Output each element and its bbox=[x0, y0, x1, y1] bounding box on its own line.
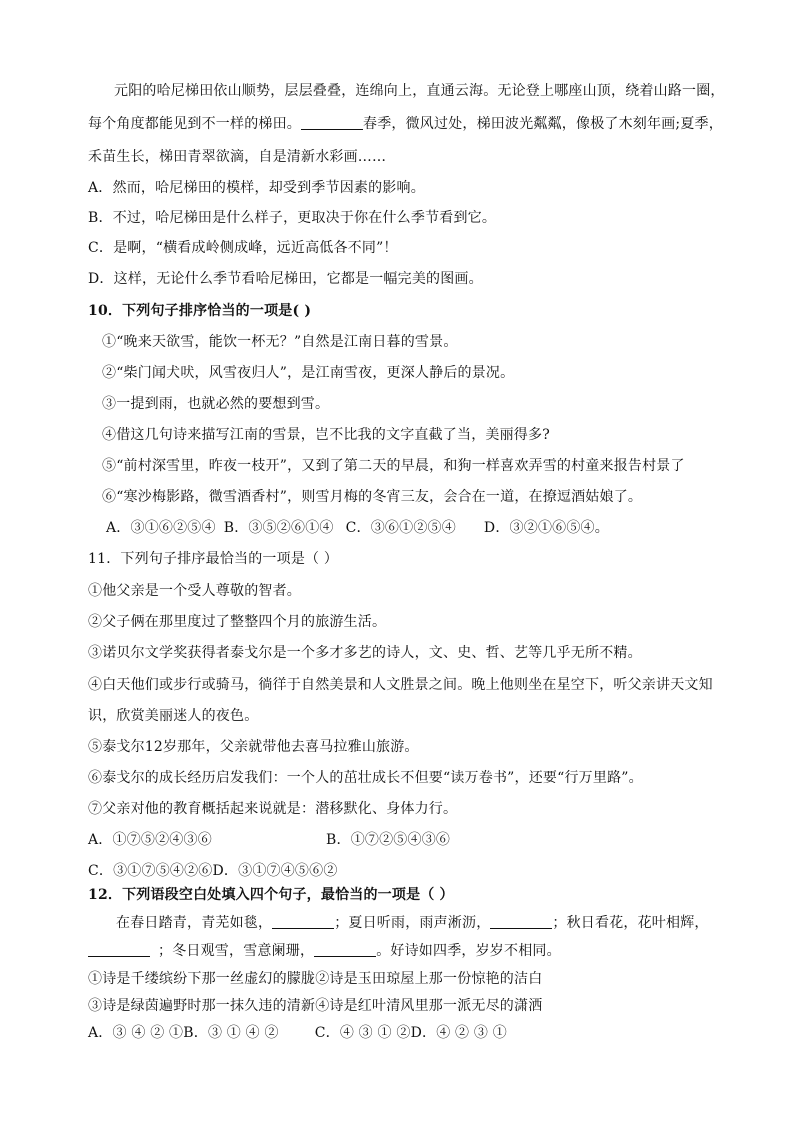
q10-option-d: D．③②①⑥⑤④。 bbox=[483, 520, 609, 536]
fill-blank bbox=[490, 914, 552, 929]
q10-option-a: A．③①⑥②⑤④ bbox=[106, 520, 216, 536]
q11-item-3: ③诺贝尔文学奖获得者泰戈尔是一个多才多艺的诗人，文、史、哲、艺等几乎无所不精。 bbox=[88, 645, 642, 661]
q12-items-line-2: ③诗是绿茵遍野时那一抹久违的清新④诗是红叶清风里那一派无尽的潇洒 bbox=[88, 998, 543, 1014]
q10-option-b: B．③⑤②⑥①④ bbox=[223, 520, 334, 536]
passage-line: 禾苗生长，梯田青翠欲滴，自是清新水彩画…… bbox=[88, 149, 387, 165]
q12-text: 在春日踏青，青芜如毯， bbox=[116, 915, 273, 931]
q10-option-c: C．③⑥①②⑤④ bbox=[345, 520, 456, 536]
option-d: D．这样，无论什么季节看哈尼梯田，它都是一幅完美的图画。 bbox=[88, 271, 483, 287]
q12-options bbox=[88, 1024, 507, 1042]
passage-text: 每个角度都能见到不一样的梯田。 bbox=[88, 116, 301, 132]
passage-line-with-blank bbox=[88, 115, 723, 133]
question-10-title: 10．下列句子排序恰当的一项是( ) bbox=[88, 303, 312, 319]
q12-option-cd: C．④ ③ ① ②D．④ ② ③ ① bbox=[314, 1025, 507, 1041]
q10-item-6: ⑥“寒沙梅影路，微雪酒香村”，则雪月梅的冬宵三友，会合在一道，在撩逗酒姑娘了。 bbox=[102, 489, 643, 505]
q10-item-3: ③一提到雨，也就必然的要想到雪。 bbox=[102, 396, 330, 412]
q11-item-6: ⑥泰戈尔的成长经历启发我们：一个人的茁壮成长不但要“读万卷书”，还要“行万里路”。 bbox=[88, 770, 643, 786]
q12-text: ；冬日观雪，雪意阑珊， bbox=[158, 943, 315, 959]
question-11-title: 11．下列句子排序最恰当的一项是（ ） bbox=[88, 551, 339, 567]
q12-option-ab: A．③ ④ ② ①B．③ ① ④ ② bbox=[88, 1025, 279, 1041]
q11-option-a: A．①⑦⑤②④③⑥ bbox=[88, 832, 212, 848]
fill-blank bbox=[314, 942, 376, 957]
question-12-title: 12．下列语段空白处填入四个句子，最恰当的一项是（ ） bbox=[88, 887, 454, 903]
q10-item-1: ①“晚来天欲雪，能饮一杯无？”自然是江南日暮的雪景。 bbox=[102, 334, 458, 350]
fill-blank bbox=[272, 914, 334, 929]
q11-item-7: ⑦父亲对他的教育概括起来说就是：潜移默化、身体力行。 bbox=[88, 801, 458, 817]
q12-text: ；夏日听雨，雨声淅沥， bbox=[334, 915, 491, 931]
passage-line: 元阳的哈尼梯田依山顺势，层层叠叠，连绵向上，直通云海。无论登上哪座山顶，绕着山路一圈， bbox=[114, 83, 725, 99]
q10-item-5: ⑤“前村深雪里，昨夜一枝开”，又到了第二天的早晨，和狗一样喜欢弄雪的村童来报告村景了 bbox=[102, 458, 685, 474]
q12-text: 。好诗如四季，岁岁不相同。 bbox=[376, 943, 561, 959]
q12-items-line-1: ①诗是千缕缤纷下那一丝虚幻的朦胧②诗是玉田琼屋上那一份惊艳的洁白 bbox=[88, 971, 543, 987]
q11-item-5: ⑤泰戈尔12岁那年，父亲就带他去喜马拉雅山旅游。 bbox=[88, 739, 419, 755]
q11-item-1: ①他父亲是一个受人尊敬的智者。 bbox=[88, 583, 301, 599]
q10-options bbox=[106, 519, 609, 537]
q10-item-4: ④借这几句诗来描写江南的雪景，岂不比我的文字直截了当，美丽得多? bbox=[102, 427, 550, 443]
fill-blank bbox=[301, 115, 363, 130]
fill-blank bbox=[88, 942, 150, 957]
option-b: B．不过，哈尼梯田是什么样子，更取决于你在什么季节看到它。 bbox=[88, 210, 497, 226]
q12-text: ；秋日看花，花叶相辉， bbox=[552, 915, 709, 931]
passage-text: 春季，微风过处，梯田波光粼粼，像极了木刻年画;夏季， bbox=[363, 116, 723, 132]
q12-passage-line-2 bbox=[88, 942, 561, 960]
q11-item-4-cont: 识，欣赏美丽迷人的夜色。 bbox=[88, 708, 259, 724]
q11-option-b: B．①⑦②⑤④③⑥ bbox=[326, 832, 451, 848]
option-a: A．然而，哈尼梯田的模样，却受到季节因素的影响。 bbox=[88, 180, 425, 196]
q10-item-2: ②“柴门闻犬吠，风雪夜归人”，是江南雪夜，更深人静后的景况。 bbox=[102, 365, 515, 381]
option-c: C．是啊，“横看成岭侧成峰，远近高低各不同”！ bbox=[88, 240, 398, 256]
q12-passage-line-1 bbox=[116, 914, 709, 932]
q11-item-4: ④白天他们或步行或骑马，徜徉于自然美景和人文胜景之间。晚上他则坐在星空下，听父亲讲天文知 bbox=[88, 677, 713, 693]
q11-item-2: ②父子俩在那里度过了整整四个月的旅游生活。 bbox=[88, 614, 387, 630]
q11-option-cd: C．③①⑦⑤④②⑥D．③①⑦④⑤⑥② bbox=[88, 863, 338, 879]
